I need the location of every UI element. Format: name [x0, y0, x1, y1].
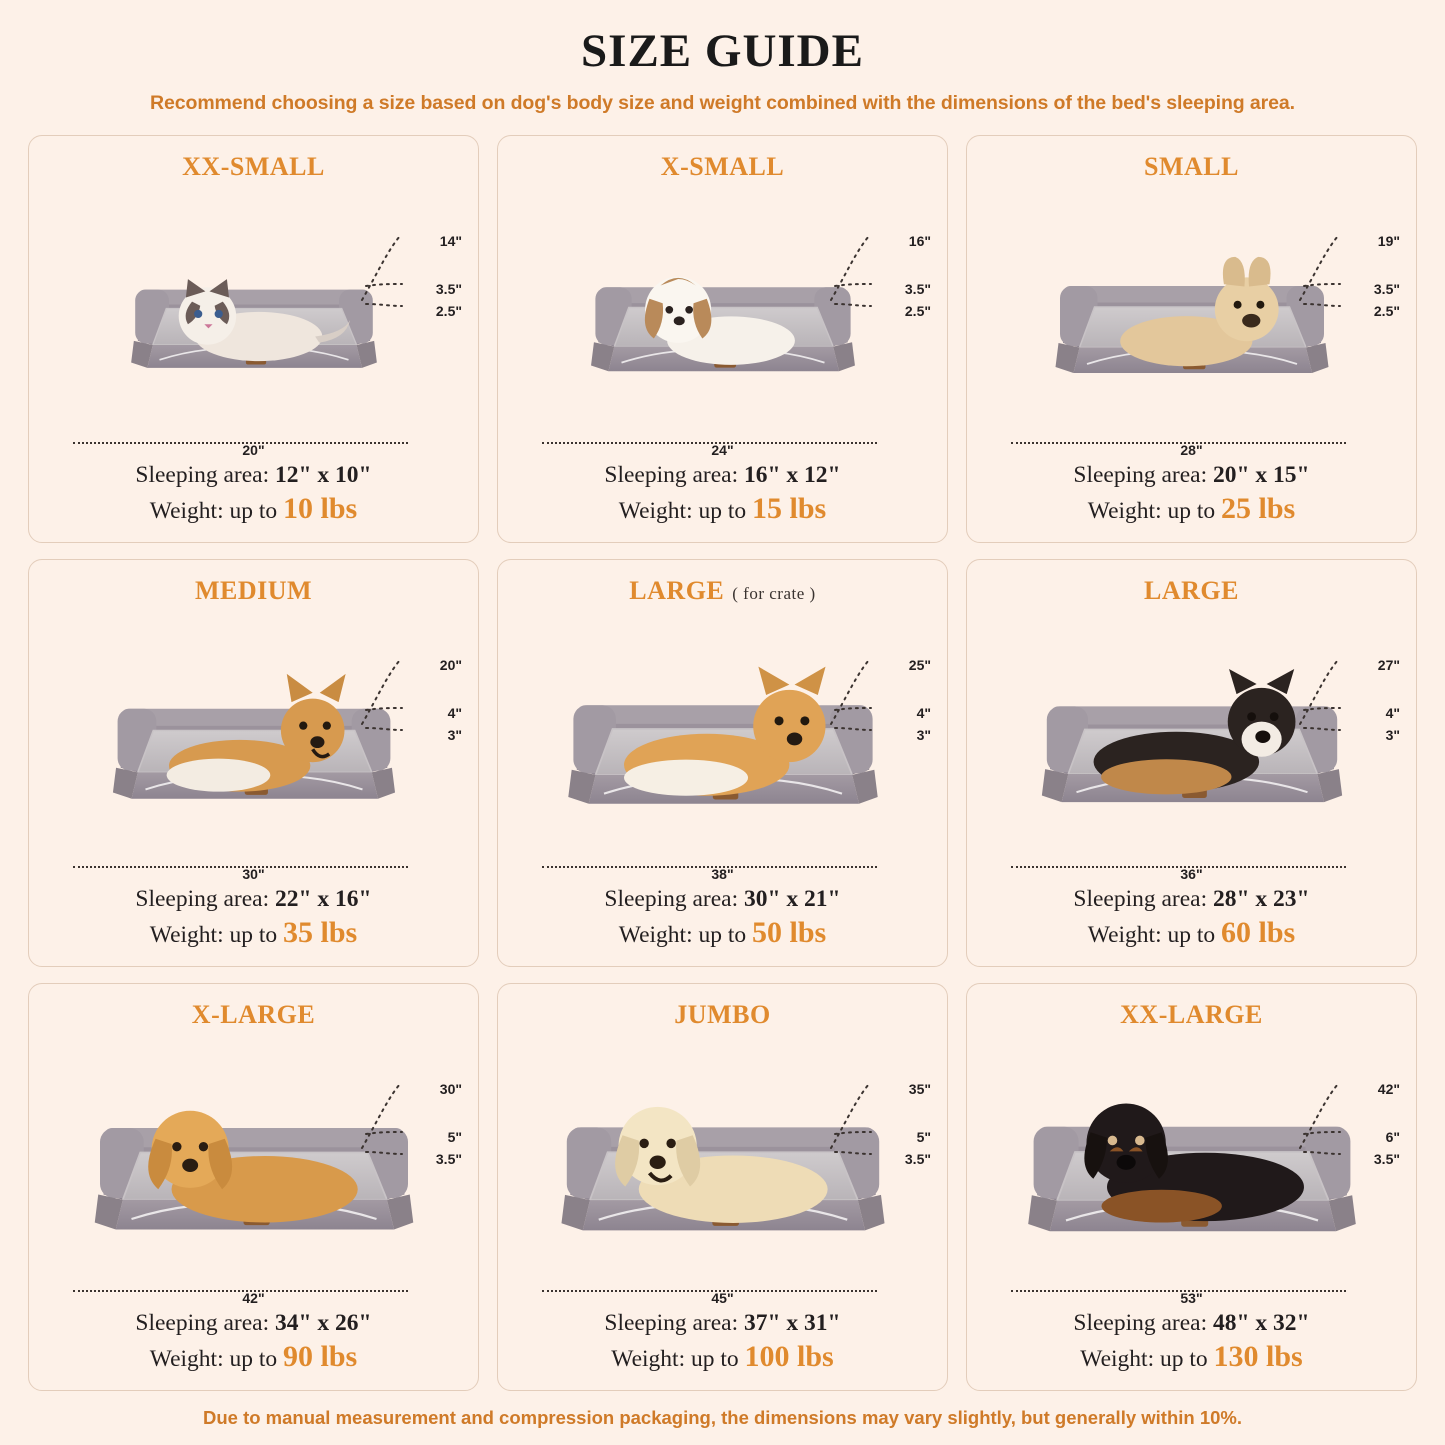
sleeping-area-value: 22" x 16" [275, 885, 372, 912]
weight-line [977, 1338, 1406, 1376]
bolster-height-label: 5" [916, 1128, 931, 1145]
size-card-x-large-6 [28, 983, 479, 1391]
bed-illustration [508, 184, 937, 460]
width-label: 24" [711, 441, 734, 458]
weight-label: Weight: [1080, 1345, 1155, 1372]
sleeping-area-line [39, 884, 468, 914]
bolster-height-label: 3.5" [904, 280, 931, 297]
dimension-leader-lines [829, 652, 879, 752]
depth-label: 25" [908, 656, 931, 673]
size-specs [977, 884, 1406, 956]
dimension-labels [402, 234, 462, 324]
dimension-labels [871, 658, 931, 748]
weight-value: 25 lbs [1221, 491, 1296, 525]
dimension-leader-lines [1298, 652, 1348, 752]
size-card-xx-small-0 [28, 135, 479, 543]
animal-rottweiler [1055, 1083, 1329, 1247]
weight-line [39, 490, 468, 528]
sleeping-area-value: 30" x 21" [744, 885, 841, 912]
sleeping-area-label: Sleeping area: [1073, 885, 1208, 912]
size-name: JUMBO [674, 1000, 771, 1029]
bolster-height-label: 4" [1385, 704, 1400, 721]
animal-illustration [612, 252, 832, 384]
size-note: ( for crate ) [732, 584, 816, 603]
base-height-label: 2.5" [1373, 302, 1400, 319]
depth-label: 30" [439, 1080, 462, 1097]
weight-up-to-label: up to [229, 921, 278, 948]
sleeping-area-line [977, 884, 1406, 914]
size-specs [508, 884, 937, 956]
size-name: X-LARGE [191, 1000, 316, 1029]
dimension-labels [1340, 234, 1400, 324]
base-height-label: 3.5" [435, 1150, 462, 1167]
sleeping-area-line [39, 460, 468, 490]
size-specs [508, 460, 937, 532]
sleeping-area-line [39, 1308, 468, 1338]
weight-up-to-label: up to [229, 497, 278, 524]
width-measure-line [73, 1290, 408, 1292]
bed-illustration [39, 608, 468, 884]
depth-label: 42" [1377, 1080, 1400, 1097]
bed-illustration [977, 608, 1406, 884]
animal-french-bulldog [1078, 250, 1306, 387]
size-name: LARGE [629, 576, 725, 605]
width-label: 36" [1180, 865, 1203, 882]
sleeping-area-label: Sleeping area: [135, 885, 270, 912]
size-card-title [195, 576, 312, 606]
size-card-title [661, 152, 784, 182]
weight-line [508, 1338, 937, 1376]
sleeping-area-value: 28" x 23" [1213, 885, 1310, 912]
dimension-labels [402, 1082, 462, 1172]
base-height-label: 3" [1385, 726, 1400, 743]
width-label: 42" [242, 1289, 265, 1306]
bolster-height-label: 3.5" [435, 280, 462, 297]
sleeping-area-label: Sleeping area: [604, 1309, 739, 1336]
size-name: XX-LARGE [1120, 1000, 1263, 1029]
weight-line [39, 1338, 468, 1376]
weight-line [977, 490, 1406, 528]
weight-value: 50 lbs [752, 915, 827, 949]
bolster-height-label: 5" [447, 1128, 462, 1145]
bed-illustration [977, 1032, 1406, 1308]
width-measure-line [542, 1290, 877, 1292]
dog-bed-image [578, 249, 868, 394]
size-specs [39, 1308, 468, 1380]
weight-up-to-label: up to [229, 1345, 278, 1372]
size-card-x-small-1 [497, 135, 948, 543]
width-label: 53" [1180, 1289, 1203, 1306]
bed-illustration [39, 1032, 468, 1308]
width-label: 28" [1180, 441, 1203, 458]
weight-label: Weight: [618, 497, 693, 524]
dimension-labels [871, 1082, 931, 1172]
bed-illustration [977, 184, 1406, 460]
size-card-medium-3 [28, 559, 479, 967]
weight-label: Weight: [1087, 497, 1162, 524]
weight-value: 90 lbs [283, 1339, 358, 1373]
width-measure-line [73, 866, 408, 868]
weight-up-to-label: up to [1159, 1345, 1208, 1372]
animal-corgi [136, 671, 372, 812]
size-specs [39, 460, 468, 532]
width-label: 38" [711, 865, 734, 882]
animal-illustration [1066, 667, 1317, 817]
animal-illustration [1078, 250, 1306, 387]
size-name: SMALL [1144, 152, 1239, 181]
depth-label: 27" [1377, 656, 1400, 673]
animal-ragdoll-cat [151, 257, 356, 380]
size-specs [977, 1308, 1406, 1380]
width-measure-line [1011, 866, 1346, 868]
sleeping-area-value: 37" x 31" [744, 1309, 841, 1336]
size-card-large-4 [497, 559, 948, 967]
animal-border-collie [1066, 667, 1317, 817]
page-title: SIZE GUIDE [581, 25, 864, 77]
sleeping-area-line [508, 1308, 937, 1338]
sleeping-area-value: 16" x 12" [744, 461, 841, 488]
footer-note: Due to manual measurement and compression packaging, the dimensions may vary slightly, but generally within 10%. [202, 1407, 1243, 1428]
weight-label: Weight: [149, 497, 224, 524]
weight-label: Weight: [1087, 921, 1162, 948]
base-height-label: 3" [447, 726, 462, 743]
weight-up-to-label: up to [1167, 921, 1216, 948]
sleeping-area-line [508, 460, 937, 490]
dog-bed-image [1042, 247, 1342, 397]
size-card-title [192, 1000, 315, 1030]
sleeping-area-label: Sleeping area: [135, 1309, 270, 1336]
bolster-height-label: 4" [916, 704, 931, 721]
sleeping-area-value: 12" x 10" [275, 461, 372, 488]
dimension-leader-lines [1298, 228, 1348, 328]
bed-illustration [508, 1032, 937, 1308]
animal-illustration [136, 671, 372, 812]
sleeping-area-line [977, 460, 1406, 490]
dimension-labels [402, 658, 462, 748]
sleeping-area-value: 34" x 26" [275, 1309, 372, 1336]
size-name: X-SMALL [660, 152, 785, 181]
depth-label: 20" [439, 656, 462, 673]
size-specs [39, 884, 468, 956]
width-measure-line [73, 442, 408, 444]
width-measure-line [1011, 442, 1346, 444]
width-label: 45" [711, 1289, 734, 1306]
size-card-title [1144, 576, 1239, 606]
size-card-title [674, 1000, 770, 1030]
size-name: MEDIUM [194, 576, 313, 605]
base-height-label: 2.5" [435, 302, 462, 319]
dog-bed-image [119, 254, 389, 389]
animal-illustration [593, 664, 851, 819]
dimension-leader-lines [829, 1076, 879, 1176]
sleeping-area-label: Sleeping area: [1073, 461, 1208, 488]
base-height-label: 2.5" [904, 302, 931, 319]
weight-up-to-label: up to [698, 921, 747, 948]
sleeping-area-value: 48" x 32" [1213, 1309, 1310, 1336]
dimension-labels [871, 234, 931, 324]
weight-line [977, 914, 1406, 952]
width-measure-line [1011, 1290, 1346, 1292]
animal-illustration [151, 257, 356, 380]
depth-label: 35" [908, 1080, 931, 1097]
size-card-grid [28, 135, 1417, 1391]
width-measure-line [542, 442, 877, 444]
sleeping-area-label: Sleeping area: [1073, 1309, 1208, 1336]
weight-up-to-label: up to [690, 1345, 739, 1372]
dimension-leader-lines [360, 652, 410, 752]
dimension-leader-lines [829, 228, 879, 328]
weight-label: Weight: [611, 1345, 686, 1372]
size-card-large-5 [966, 559, 1417, 967]
dimension-leader-lines [360, 228, 410, 328]
sleeping-area-label: Sleeping area: [135, 461, 270, 488]
animal-illustration [121, 1086, 387, 1246]
weight-up-to-label: up to [1167, 497, 1216, 524]
weight-label: Weight: [149, 921, 224, 948]
width-measure-line [542, 866, 877, 868]
size-card-small-2 [966, 135, 1417, 543]
bed-illustration [508, 608, 937, 884]
size-card-title [629, 576, 815, 606]
weight-line [508, 490, 937, 528]
animal-labrador [588, 1084, 858, 1246]
sleeping-area-label: Sleeping area: [604, 885, 739, 912]
weight-value: 10 lbs [283, 491, 358, 525]
dimension-labels [1340, 658, 1400, 748]
sleeping-area-value: 20" x 15" [1213, 461, 1310, 488]
weight-value: 60 lbs [1221, 915, 1296, 949]
size-card-title [1120, 1000, 1263, 1030]
size-specs [508, 1308, 937, 1380]
depth-label: 19" [1377, 232, 1400, 249]
weight-label: Weight: [149, 1345, 224, 1372]
size-name: XX-SMALL [182, 152, 325, 181]
dimension-leader-lines [360, 1076, 410, 1176]
base-height-label: 3.5" [1373, 1150, 1400, 1167]
bolster-height-label: 3.5" [1373, 280, 1400, 297]
weight-line [508, 914, 937, 952]
size-specs [977, 460, 1406, 532]
dimension-leader-lines [1298, 1076, 1348, 1176]
bed-illustration [39, 184, 468, 460]
weight-up-to-label: up to [698, 497, 747, 524]
depth-label: 16" [908, 232, 931, 249]
page-subtitle: Recommend choosing a size based on dog's body size and weight combined with the dimensions of the bed's sleeping area. [150, 92, 1295, 114]
weight-value: 100 lbs [744, 1339, 834, 1373]
dimension-labels [1340, 1082, 1400, 1172]
width-label: 30" [242, 865, 265, 882]
animal-golden-retriever [121, 1086, 387, 1246]
weight-value: 35 lbs [283, 915, 358, 949]
weight-label: Weight: [618, 921, 693, 948]
weight-line [39, 914, 468, 952]
animal-illustration [588, 1084, 858, 1246]
sleeping-area-label: Sleeping area: [604, 461, 739, 488]
sleeping-area-line [508, 884, 937, 914]
base-height-label: 3.5" [904, 1150, 931, 1167]
size-card-title [1144, 152, 1239, 182]
animal-shiba-inu [593, 664, 851, 819]
size-name: LARGE [1144, 576, 1239, 605]
bolster-height-label: 6" [1385, 1128, 1400, 1145]
base-height-label: 3" [916, 726, 931, 743]
size-card-xx-large-8 [966, 983, 1417, 1391]
size-card-jumbo-7 [497, 983, 948, 1391]
weight-value: 130 lbs [1213, 1339, 1303, 1373]
size-card-title [182, 152, 325, 182]
sleeping-area-line [977, 1308, 1406, 1338]
depth-label: 14" [439, 232, 462, 249]
width-label: 20" [242, 441, 265, 458]
animal-shih-tzu [612, 252, 832, 384]
weight-value: 15 lbs [752, 491, 827, 525]
animal-illustration [1055, 1083, 1329, 1247]
bolster-height-label: 4" [447, 704, 462, 721]
